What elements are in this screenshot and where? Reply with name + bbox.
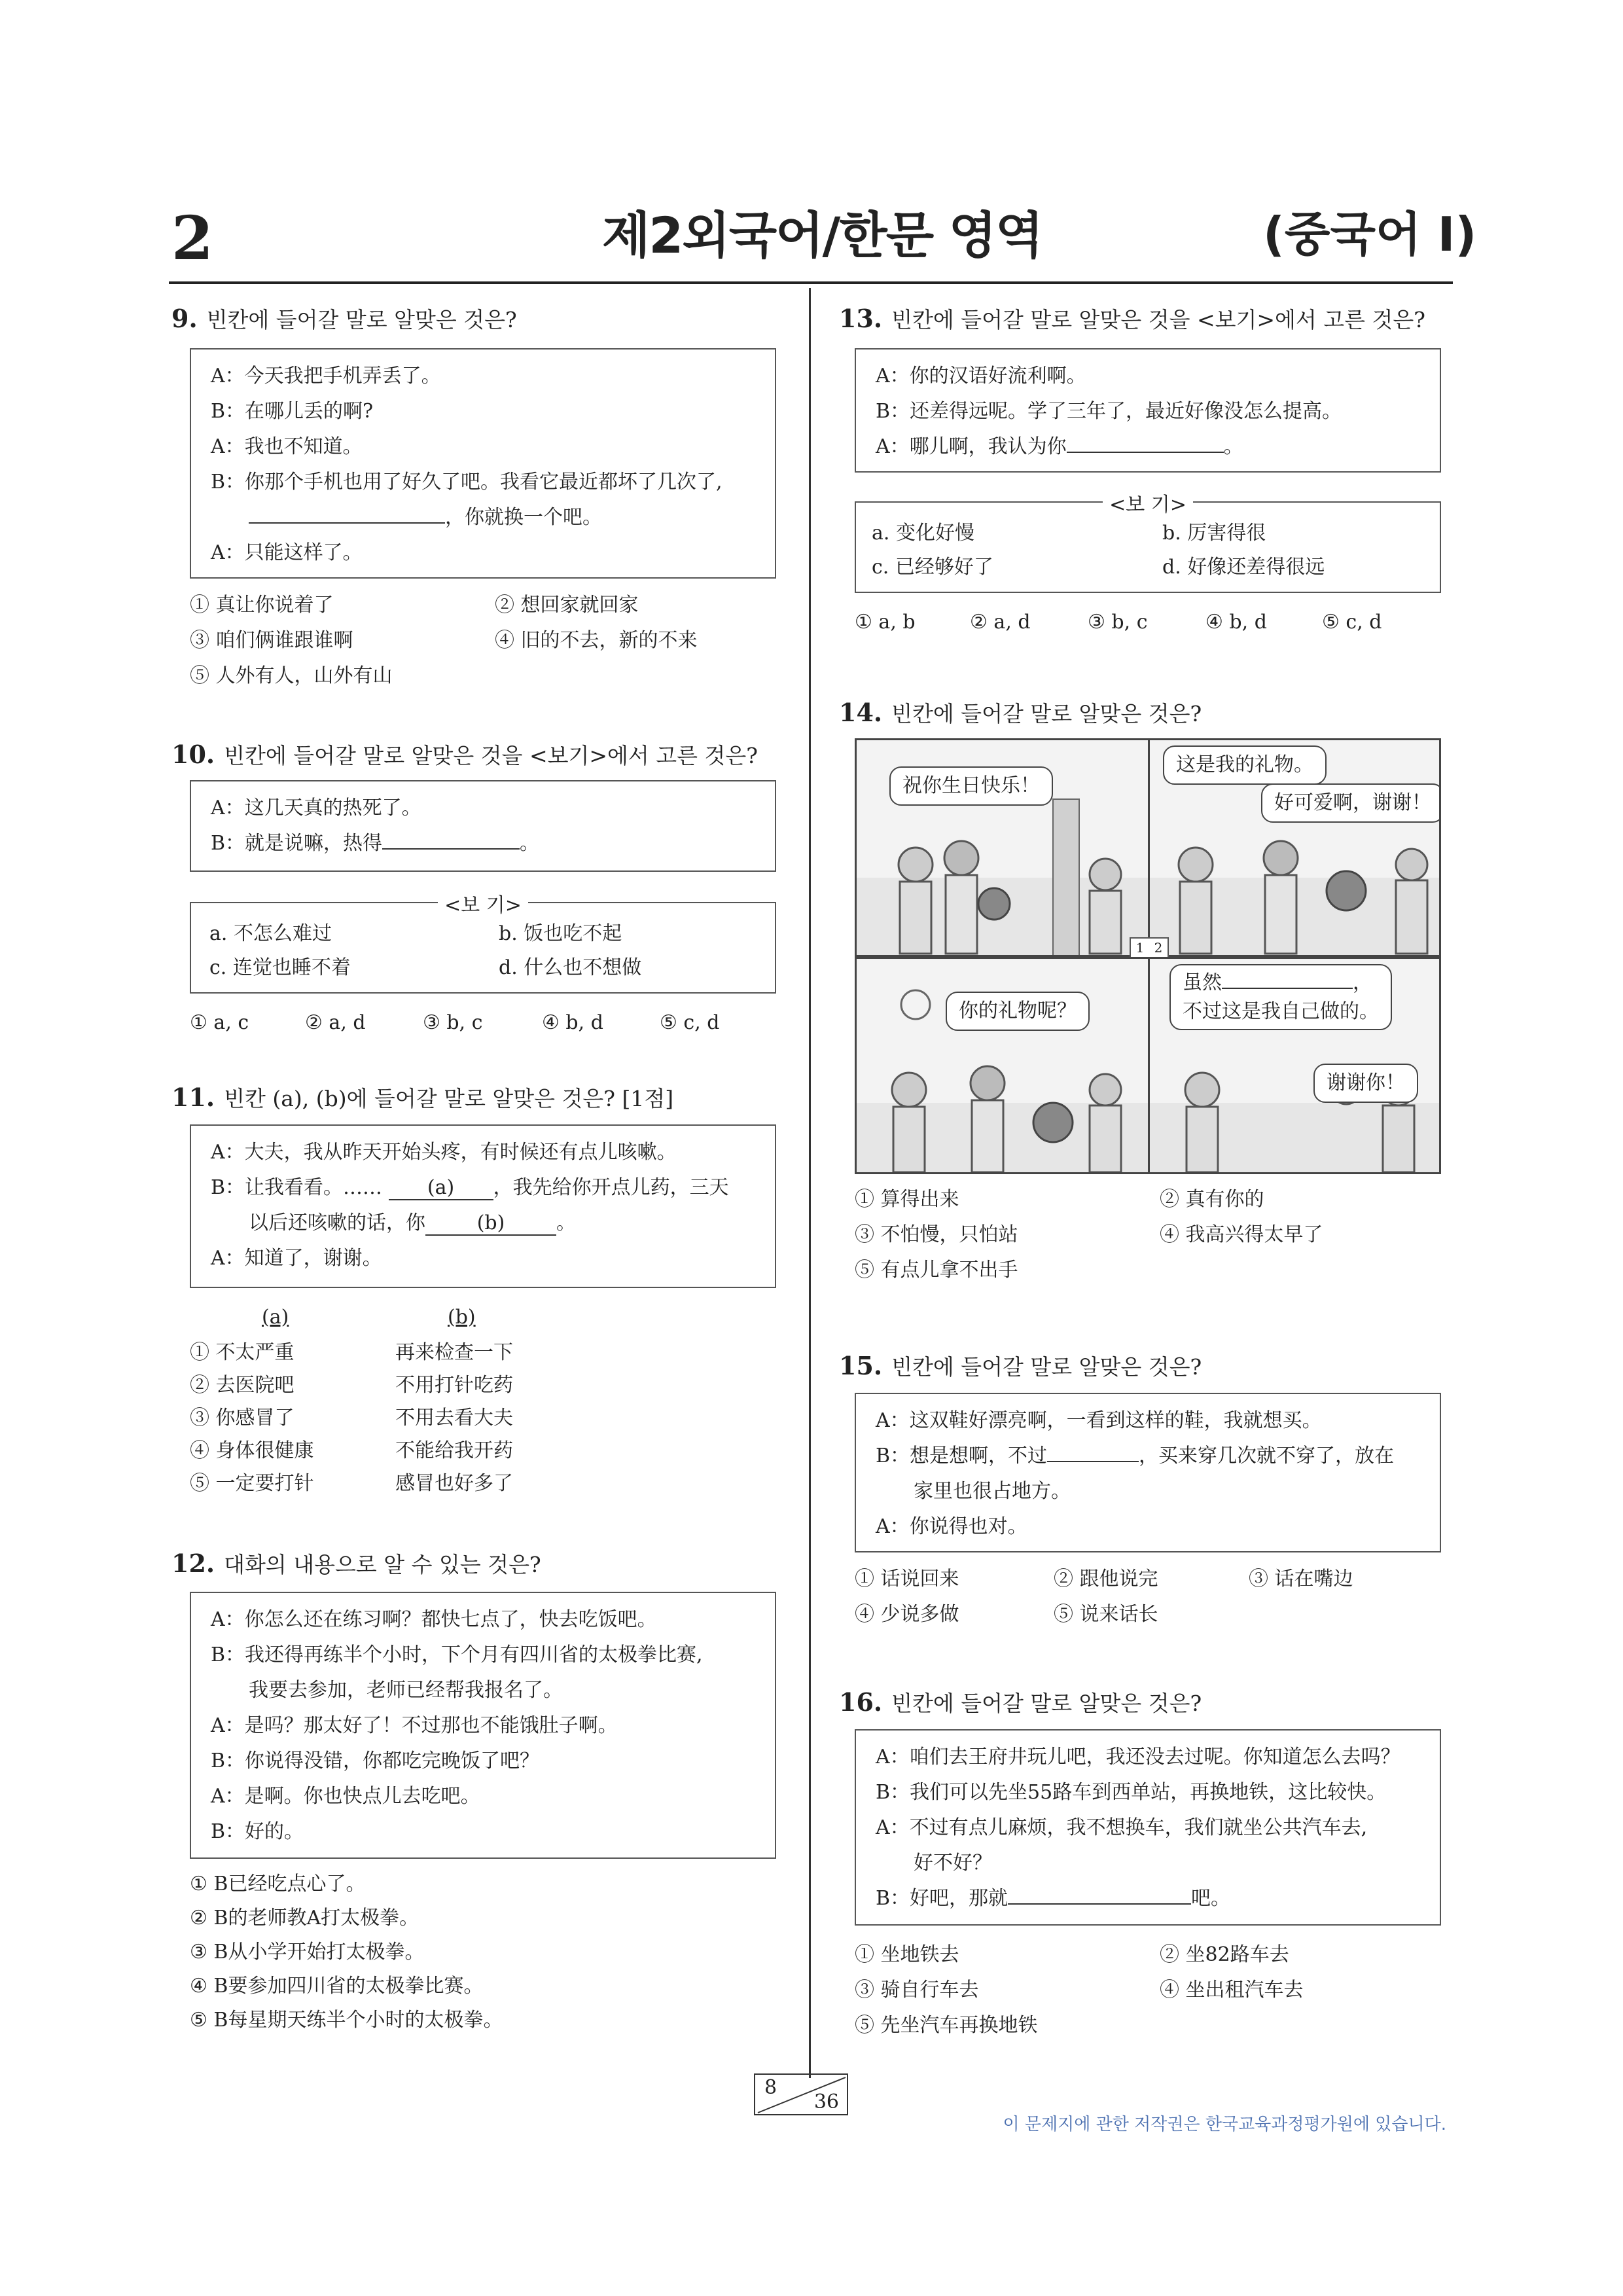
dialogue-line: A：这双鞋好漂亮啊，一看到这样的鞋，我就想买。 [876, 1409, 1322, 1432]
column-header-b: (b) [448, 1306, 476, 1329]
speech-bubble: 你的礼物呢？ [946, 992, 1090, 1031]
dialogue-line: B：想是想啊，不过 ，买来穿几次就不穿了，放在 [876, 1439, 1420, 1474]
option-3[interactable]: ③ 骑自行车去 [855, 1979, 979, 2001]
option-2[interactable]: ② a, d [305, 1011, 366, 1034]
speech-bubble: 这是我的礼物。 [1163, 745, 1327, 785]
speech-bubble: 祝你生日快乐！ [889, 766, 1053, 806]
option-4[interactable]: ④ B要参加四川省的太极拳比赛。 [190, 1975, 484, 1998]
answer-blank [1008, 1881, 1191, 1905]
bogi-title: <보 기> [856, 488, 1440, 517]
dialogue-line: B：还差得远呢。学了三年了，最近好像没怎么提高。 [876, 400, 1342, 423]
option-3[interactable]: ③ 咱们俩谁跟谁啊 [190, 629, 353, 652]
comic-panel-1 [855, 738, 1152, 957]
current-page: 8 [764, 2076, 777, 2099]
bogi-item: b. 厉害得很 [1162, 522, 1266, 545]
answer-blank [249, 500, 445, 524]
dialogue-line: A：今天我把手机弄丢了。 [211, 365, 441, 387]
speech-bubble: 谢谢你！ [1313, 1064, 1418, 1103]
dialogue-line: B：让我看看。…… (a) ，我先给你开点儿药，三天 [211, 1176, 729, 1199]
question-9-dialogue [190, 348, 776, 579]
option-3[interactable]: ③ b, c [423, 1011, 483, 1034]
option-4[interactable]: ④ 旧的不去，新的不来 [495, 629, 698, 652]
question-16-heading: 16. 빈칸에 들어갈 말로 알맞은 것은? [839, 1687, 1202, 1717]
bogi-item: d. 好像还差得很远 [1162, 556, 1325, 579]
dialogue-line: 好不好？ [914, 1852, 992, 1874]
question-9-heading: 9. 빈칸에 들어갈 말로 알맞은 것은? [171, 304, 517, 333]
option-3[interactable]: ③ 不怕慢，只怕站 [855, 1223, 1018, 1246]
dialogue-line: A：只能这样了。 [211, 541, 363, 564]
blank-b: (b) [425, 1212, 556, 1236]
subject-label: (중국어 I) [1263, 207, 1477, 262]
page-number-header: 2 [171, 203, 214, 274]
dialogue-line: A：你的汉语好流利啊。 [876, 365, 1086, 387]
speech-bubble: 虽然 ， 不过这是我自己做的。 [1169, 964, 1392, 1030]
option-4[interactable]: ④ 少说多做 [855, 1603, 959, 1626]
dialogue-line: A：是吗？那太好了！不过那也不能饿肚子啊。 [211, 1714, 618, 1737]
option-2-b: 不用打针吃药 [395, 1374, 513, 1397]
answer-blank [1222, 968, 1353, 989]
option-3[interactable]: ③ B从小学开始打太极拳。 [190, 1941, 425, 1964]
option-2[interactable]: ② 真有你的 [1160, 1188, 1264, 1211]
option-5[interactable]: ⑤ c, d [1322, 611, 1382, 634]
option-4[interactable]: ④ 我高兴得太早了 [1160, 1223, 1323, 1246]
comic-panel-4 [1148, 957, 1441, 1174]
option-5[interactable]: ⑤ 说来话长 [1054, 1603, 1158, 1626]
bogi-item: a. 不怎么难过 [209, 922, 332, 945]
dialogue-line: 我要去参加，老师已经帮我报名了。 [249, 1679, 563, 1702]
option-4[interactable]: ④ b, d [542, 1011, 603, 1034]
option-1[interactable]: ① 坐地铁去 [855, 1943, 959, 1966]
option-2[interactable]: ② B的老师教A打太极拳。 [190, 1907, 419, 1929]
dialogue-line: B：好吧，那就 吧。 [876, 1881, 1420, 1916]
dialogue-line: B：你那个手机也用了好久了吧。我看它最近都坏了几次了, [211, 471, 722, 493]
bogi-item: d. 什么也不想做 [499, 956, 642, 979]
header-rule [169, 281, 1453, 284]
column-divider [809, 288, 811, 2078]
dialogue-line: A：是啊。你也快点儿去吃吧。 [211, 1785, 480, 1808]
dialogue-line: A：咱们去王府井玩儿吧，我还没去过呢。你知道怎么去吗？ [876, 1746, 1400, 1768]
bogi-item: a. 变化好慢 [872, 522, 974, 545]
comic-panel-2 [1148, 738, 1441, 957]
option-5[interactable]: ⑤ 人外有人，山外有山 [190, 664, 393, 687]
dialogue-line: A：哪儿啊，我认为你 。 [876, 429, 1420, 465]
option-2[interactable]: ② 跟他说完 [1054, 1568, 1158, 1590]
bogi-item: b. 饭也吃不起 [499, 922, 622, 945]
option-2[interactable]: ② 坐82路车去 [1160, 1943, 1289, 1966]
answer-blank [1067, 429, 1224, 453]
answer-blank [1047, 1439, 1139, 1462]
speech-bubble: 好可爱啊，谢谢！ [1261, 783, 1441, 823]
option-3[interactable]: ③ b, c [1088, 611, 1148, 634]
dialogue-line: B：就是说嘛，热得 。 [211, 826, 755, 861]
question-10-dialogue [190, 780, 776, 872]
option-3[interactable]: ③ 你感冒了 [190, 1407, 294, 1429]
bogi-box [190, 894, 776, 994]
bogi-box [855, 493, 1441, 593]
dialogue-line: B：你说得没错，你都吃完晚饭了吧？ [211, 1749, 540, 1772]
dialogue-line: A：你怎么还在练习啊？都快七点了，快去吃饭吧。 [211, 1608, 657, 1631]
option-4-b: 不能给我开药 [395, 1439, 513, 1462]
question-13-heading: 13. 빈칸에 들어갈 말로 알맞은 것을 <보기>에서 고른 것은? [839, 304, 1425, 333]
option-1[interactable]: ① 话说回来 [855, 1568, 959, 1590]
dialogue-line: B：在哪儿丢的啊? [211, 400, 374, 423]
option-5[interactable]: ⑤ 有点儿拿不出手 [855, 1259, 1018, 1282]
dialogue-line: B：我们可以先坐55路车到西单站，再换地铁，这比较快。 [876, 1781, 1387, 1804]
option-4[interactable]: ④ 身体很健康 [190, 1439, 314, 1462]
dialogue-line: 家里也很占地方。 [914, 1480, 1071, 1503]
option-5[interactable]: ⑤ B每星期天练半个小时的太极拳。 [190, 2009, 503, 2032]
question-11-heading: 11. 빈칸 (a), (b)에 들어갈 말로 알맞은 것은? [1점] [171, 1083, 674, 1112]
option-5[interactable]: ⑤ 一定要打针 [190, 1472, 314, 1495]
bogi-title: <보 기> [191, 889, 775, 918]
option-1[interactable]: ① a, b [855, 611, 916, 634]
page-title: 제2외국어/한문 영역 [602, 206, 1043, 264]
question-10-heading: 10. 빈칸에 들어갈 말로 알맞은 것을 <보기>에서 고른 것은? [171, 740, 758, 769]
dialogue-line: A：我也不知道。 [211, 435, 363, 458]
dialogue-line: A：不过有点儿麻烦，我不想换车，我们就坐公共汽车去, [876, 1816, 1368, 1839]
bogi-item: c. 连觉也睡不着 [209, 956, 351, 979]
column-header-a: (a) [262, 1306, 289, 1329]
copyright-notice: 이 문제지에 관한 저작권은 한국교육과정평가원에 있습니다. [1003, 2115, 1446, 2134]
question-15-dialogue [855, 1393, 1441, 1552]
page-counter [754, 2073, 848, 2115]
option-2[interactable]: ② 想回家就回家 [495, 594, 639, 617]
option-2[interactable]: ② 去医院吧 [190, 1374, 294, 1397]
option-5[interactable]: ⑤ c, d [660, 1011, 720, 1034]
option-5[interactable]: ⑤ 先坐汽车再换地铁 [855, 2014, 1038, 2037]
option-1[interactable]: ① a, c [190, 1011, 249, 1034]
dialogue-line: A：你说得也对。 [876, 1515, 1027, 1538]
question-15-heading: 15. 빈칸에 들어갈 말로 알맞은 것은? [839, 1351, 1202, 1380]
dialogue-line: B：好的。 [211, 1820, 304, 1843]
question-11-dialogue [190, 1124, 776, 1288]
question-12-dialogue [190, 1592, 776, 1859]
dialogue-line: B：我还得再练半个小时，下个月有四川省的太极拳比赛, [211, 1643, 703, 1666]
option-4[interactable]: ④ b, d [1205, 611, 1267, 634]
option-3[interactable]: ③ 话在嘴边 [1249, 1568, 1353, 1590]
comic-panel-3 [855, 957, 1152, 1174]
option-4[interactable]: ④ 坐出租汽车去 [1160, 1979, 1304, 2001]
option-5-b: 感冒也好多了 [395, 1472, 513, 1495]
option-1[interactable]: ① B已经吃点心了。 [190, 1873, 366, 1895]
option-2[interactable]: ② a, d [970, 611, 1031, 634]
question-12-heading: 12. 대화의 내용으로 알 수 있는 것은? [171, 1549, 541, 1578]
dialogue-line: ，你就换一个吧。 [211, 500, 755, 535]
dialogue-line: A：知道了，谢谢。 [211, 1247, 382, 1270]
dialogue-line: A：这几天真的热死了。 [211, 797, 421, 819]
total-pages: 36 [813, 2090, 839, 2113]
question-16-dialogue [855, 1729, 1441, 1926]
blank-a: (a) [389, 1177, 493, 1200]
dialogue-line: 以后还咳嗽的话，你 (b) 。 [249, 1211, 576, 1234]
panel-order-indicator: 1 2 [1130, 937, 1169, 978]
option-1[interactable]: ① 不太严重 [190, 1341, 294, 1364]
dialogue-line: A：大夫，我从昨天开始头疼，有时候还有点儿咳嗽。 [211, 1141, 677, 1164]
option-1[interactable]: ① 真让你说着了 [190, 594, 334, 617]
option-1[interactable]: ① 算得出来 [855, 1188, 959, 1211]
answer-blank [382, 826, 520, 850]
option-1-b: 再来检查一下 [395, 1341, 513, 1364]
question-13-dialogue [855, 348, 1441, 473]
bogi-item: c. 已经够好了 [872, 556, 993, 579]
question-14-heading: 14. 빈칸에 들어갈 말로 알맞은 것은? [839, 698, 1202, 727]
option-3-b: 不用去看大夫 [395, 1407, 513, 1429]
